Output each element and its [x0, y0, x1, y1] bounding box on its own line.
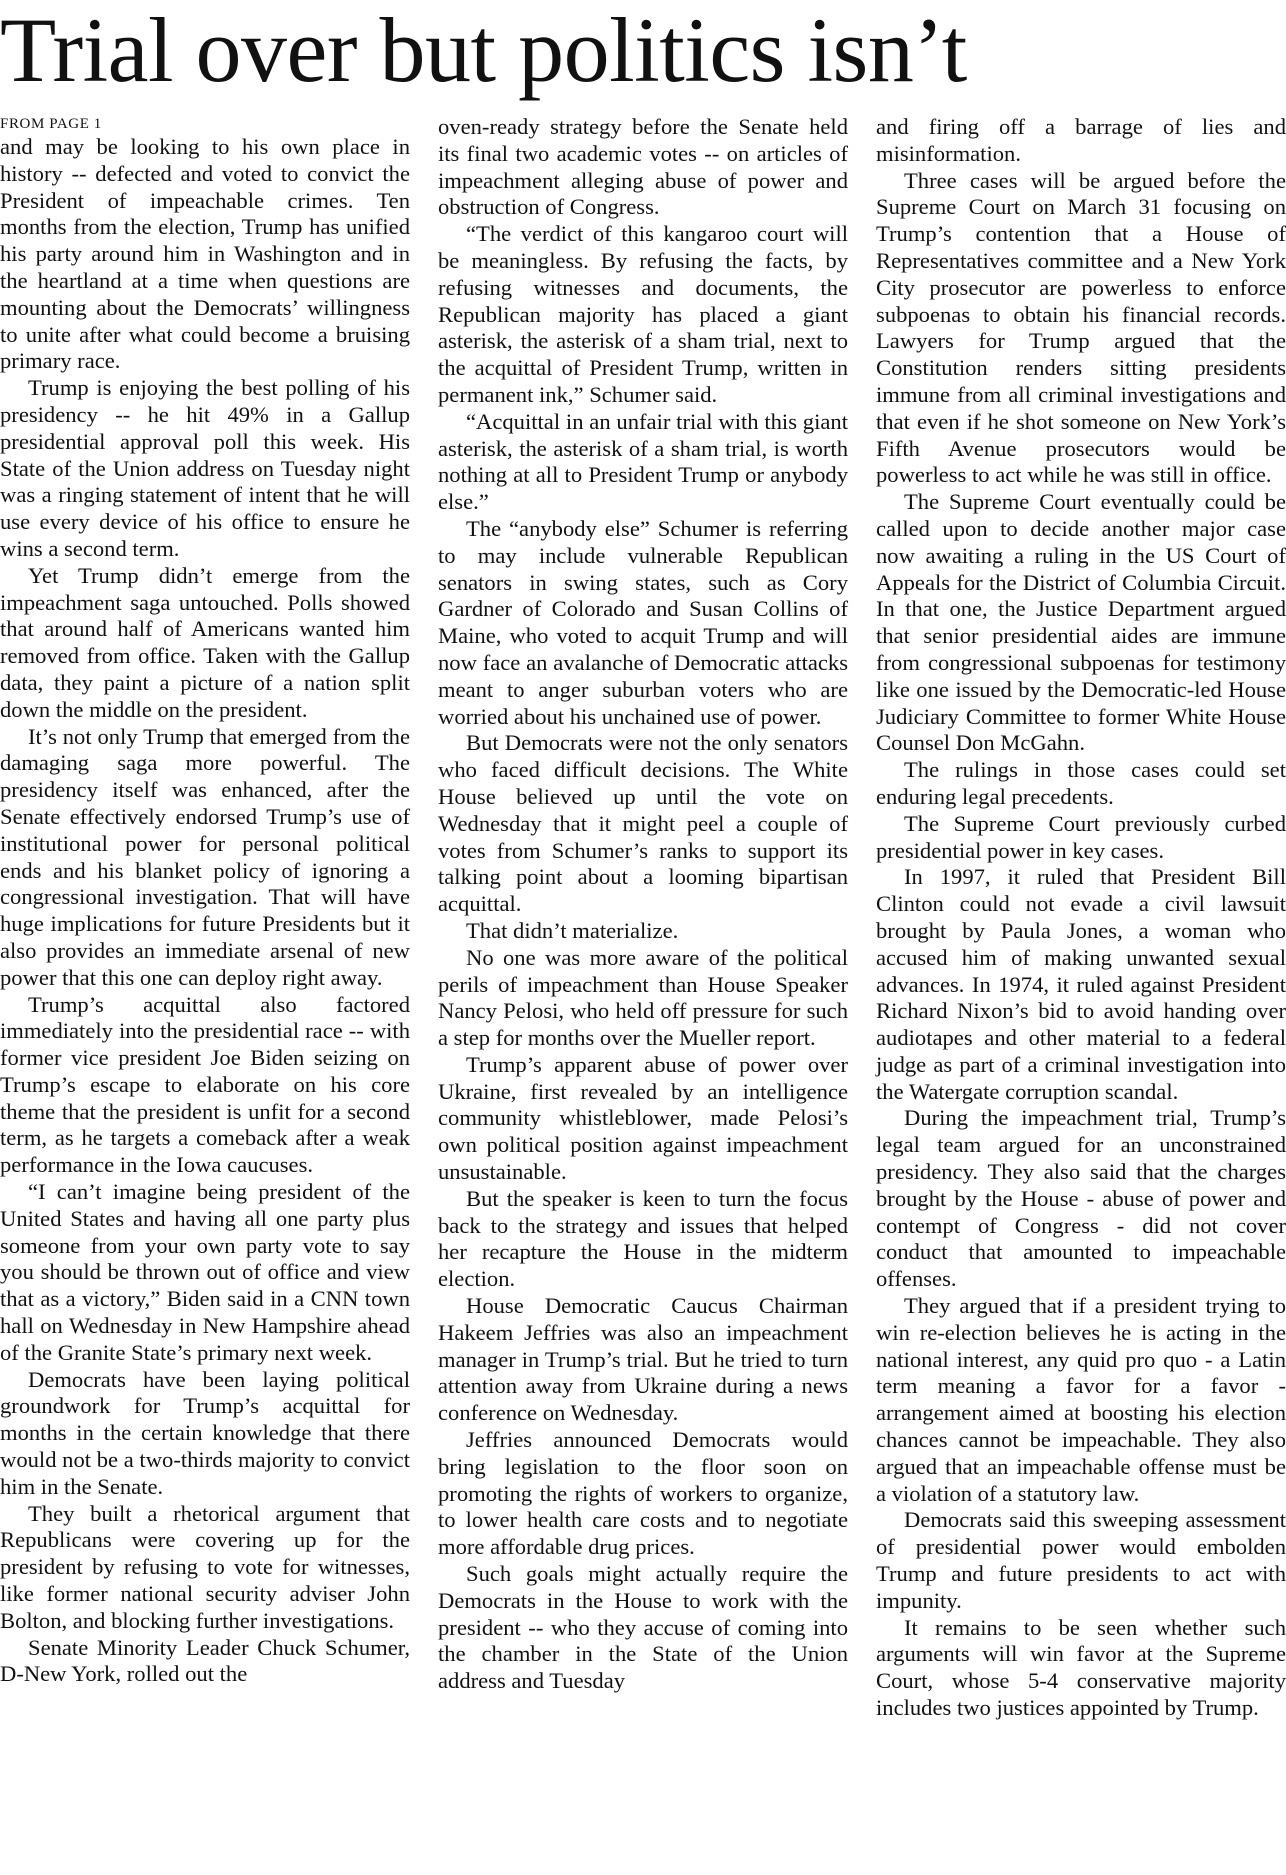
paragraph: Jeffries announced Democrats would bring legislation to the floor soon on promoting the rights of workers to organize, to lower health care costs and to negotiate more affordable drug prices.	[438, 1427, 848, 1560]
paragraph: During the impeachment trial, Trump’s legal team argued for an unconstrained presidency. They also said that the charges brought by the House - abuse of power and contempt of Congress - did not cover conduct that amounted to impeachable offenses.	[876, 1105, 1286, 1292]
paragraph: and may be looking to his own place in history -- defected and voted to convict the President of impeachable crimes. Ten months from the election, Trump has unified his party around him in Washington and in the heartland at a time when questions are mounting about the Democrats’ willingness to unite after what could become a bruising primary race.	[0, 134, 410, 374]
paragraph: Trump’s acquittal also factored immediately into the presidential race -- with former vice president Joe Biden seizing on Trump’s escape to elaborate on his core theme that the president is unfit for a second term, as he targets a comeback after a weak performance in the Iowa caucuses.	[0, 991, 410, 1178]
paragraph: The “anybody else” Schumer is referring to may include vulnerable Republican senators in swing states, such as Cory Gardner of Colorado and Susan Collins of Maine, who voted to acquit Trump and will now face an avalanche of Democratic attacks meant to anger suburban voters who are worried about his unchained use of power.	[438, 515, 848, 729]
paragraph: The Supreme Court previously curbed presidential power in key cases.	[876, 810, 1286, 863]
paragraph: Three cases will be argued before the Supreme Court on March 31 focusing on Trump’s contention that a House of Representatives committee and a New York City prosecutor are powerless to enforce subpoenas to obtain his financial records. Lawyers for Trump argued that the Constitution renders sitting presidents immune from all criminal investigations and that even if he shot someone on New York’s Fifth Avenue prosecutors would be powerless to act while he was still in office.	[876, 167, 1286, 488]
paragraph: The rulings in those cases could set enduring legal precedents.	[876, 757, 1286, 809]
headline: Trial over but politics isn’t	[0, 0, 967, 101]
paragraph: No one was more aware of the political perils of impeachment than House Speaker Nancy Pelosi, who held off pressure for such a step for months over the Mueller report.	[438, 944, 848, 1051]
paragraph: “Acquittal in an unfair trial with this giant asterisk, the asterisk of a sham trial, is worth nothing at all to President Trump or anybody else.”	[438, 408, 848, 515]
paragraph: In 1997, it ruled that President Bill Clinton could not evade a civil lawsuit brought by Paula Jones, a woman who accused him of making unwanted sexual advances. In 1974, it ruled against President Richard Nixon’s bid to avoid handing over audiotapes and other material to a federal judge as part of a criminal investigation into the Watergate corruption scandal.	[876, 864, 1286, 1104]
continuation-kicker: FROM PAGE 1	[0, 116, 102, 132]
paragraph: They built a rhetorical argument that Republicans were covering up for the president by refusing to vote for witnesses, like former national security adviser John Bolton, and blocking further investigations.	[0, 1500, 410, 1633]
paragraph: They argued that if a president trying to win re-election believes he is acting in the national interest, any quid pro quo - a Latin term meaning a favor for a favor - arrangement aimed at boosting his election chances cannot be impeachable. They also argued that an impeachable offense must be a violation of a statutory law.	[876, 1293, 1286, 1506]
article-column-1	[0, 114, 410, 1688]
paragraph: That didn’t materialize.	[466, 917, 679, 943]
paragraph: It’s not only Trump that emerged from the damaging saga more powerful. The presidency itself was enhanced, after the Senate effectively endorsed Trump’s use of institutional power for personal political ends and his blanket policy of ignoring a congressional investigation. That will have huge implications for future Presidents but it also provides an immediate arsenal of new power that this one can deploy right away.	[0, 723, 410, 990]
paragraph: Such goals might actually require the Democrats in the House to work with the president -- who they accuse of coming into the chamber in the State of the Union address and Tuesday	[438, 1561, 848, 1694]
paragraph: Trump is enjoying the best polling of his presidency -- he hit 49% in a Gallup presidential approval poll this week. His State of the Union address on Tuesday night was a ringing statement of intent that he will use every device of his office to ensure he wins a second term.	[0, 375, 410, 561]
paragraph: The Supreme Court eventually could be called upon to decide another major case now awaiting a ruling in the US Court of Appeals for the District of Columbia Circuit. In that one, the Justice Department argued that senior presidential aides are immune from congressional subpoenas for testimony like one issued by the Democratic-led House Judiciary Committee to former White House Counsel Don McGahn.	[876, 489, 1286, 756]
paragraph: But Democrats were not the only senators who faced difficult decisions. The White House believed up until the vote on Wednesday that it might peel a couple of votes from Schumer’s ranks to support its talking point about a looming bipartisan acquittal.	[438, 730, 848, 917]
paragraph: Trump’s apparent abuse of power over Ukraine, first revealed by an intelligence community whistleblower, made Pelosi’s own political position against impeachment unsustainable.	[438, 1051, 848, 1185]
paragraph: Democrats have been laying political groundwork for Trump’s acquittal for months in the certain knowledge that there would not be a two-thirds majority to convict him in the Senate.	[0, 1366, 410, 1499]
article-column-2	[438, 114, 848, 1695]
paragraph: But the speaker is keen to turn the focus back to the strategy and issues that helped her recapture the House in the midterm election.	[438, 1185, 848, 1292]
paragraph: “The verdict of this kangaroo court will be meaningless. By refusing the facts, by refusing witnesses and documents, the Republican majority has placed a giant asterisk, the asterisk of a sham trial, next to the acquittal of President Trump, written in permanent ink,” Schumer said.	[438, 221, 848, 407]
paragraph: oven-ready strategy before the Senate held its final two academic votes -- on articles of impeachment alleging abuse of power and obstruction of Congress.	[438, 114, 848, 220]
paragraph: It remains to be seen whether such arguments will win favor at the Supreme Court, whose 5-4 conservative majority includes two justices appointed by Trump.	[876, 1614, 1286, 1721]
paragraph: and firing off a barrage of lies and misinformation.	[876, 114, 1286, 166]
paragraph: Democrats said this sweeping assessment of presidential power would embolden Trump and future presidents to act with impunity.	[876, 1507, 1286, 1613]
paragraph: Yet Trump didn’t emerge from the impeachment saga untouched. Polls showed that around half of Americans wanted him removed from office. Taken with the Gallup data, they paint a picture of a nation split down the middle on the president.	[0, 562, 410, 722]
paragraph: “I can’t imagine being president of the United States and having all one party plus someone from your own party vote to say you should be thrown out of office and view that as a victory,” Biden said in a CNN town hall on Wednesday in New Hampshire ahead of the Granite State’s primary next week.	[0, 1179, 410, 1365]
article-column-3	[876, 114, 1286, 1722]
paragraph: Senate Minority Leader Chuck Schumer, D-New York, rolled out the	[0, 1634, 410, 1687]
paragraph: House Democratic Caucus Chairman Hakeem Jeffries was also an impeachment manager in Trump’s trial. But he tried to turn attention away from Ukraine during a news conference on Wednesday.	[438, 1293, 848, 1426]
